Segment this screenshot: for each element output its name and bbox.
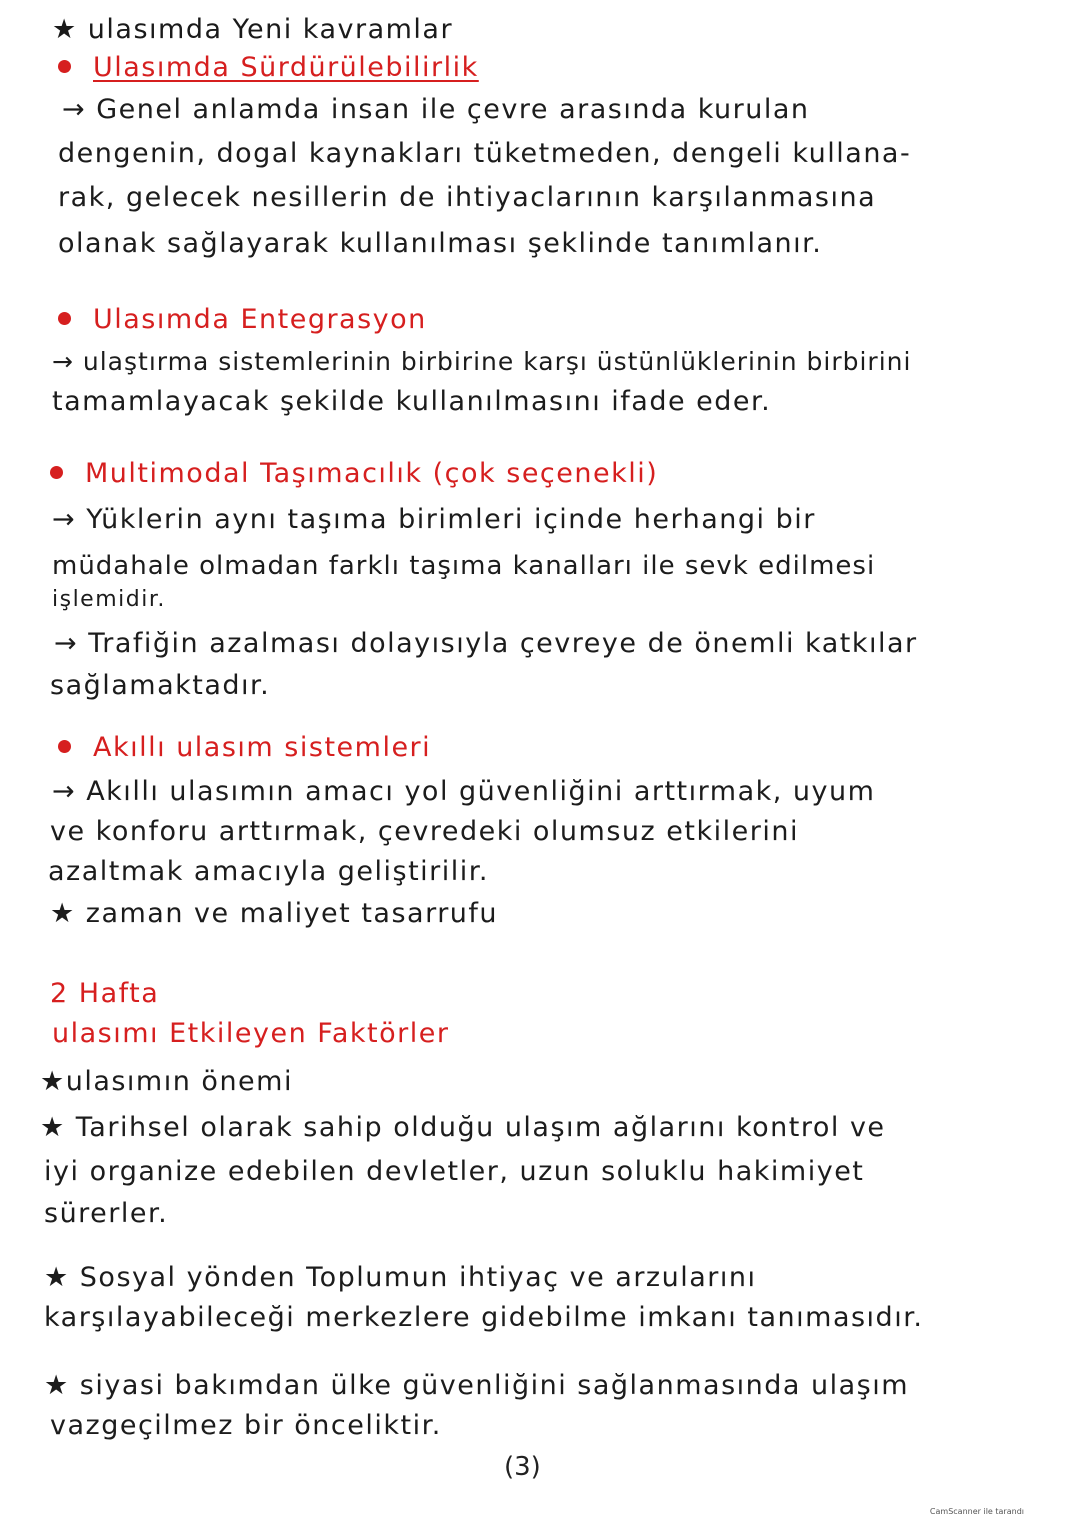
text-line: → Genel anlamda insan ile çevre arasında kurulan bbox=[62, 94, 810, 125]
heading-multimodal bbox=[50, 456, 658, 492]
text-line: olanak sağlayarak kullanılması şeklinde tanımlanır. bbox=[58, 228, 823, 259]
text-line: sağlamaktadır. bbox=[50, 670, 271, 701]
text-line: rak, gelecek nesillerin de ihtiyaclarının karşılanmasına bbox=[58, 182, 877, 213]
text-line: sürerler. bbox=[44, 1198, 169, 1229]
text-line: müdahale olmadan farklı taşıma kanalları ile sevk edilmesi bbox=[52, 551, 876, 581]
text-line: vazgeçilmez bir önceliktir. bbox=[50, 1410, 442, 1441]
heading-text: Multimodal Taşımacılık (çok seçenekli) bbox=[85, 458, 659, 489]
subheading-importance: ★ulasımın önemi bbox=[40, 1066, 293, 1097]
bullet-icon bbox=[50, 466, 63, 479]
text-line: ★ Sosyal yönden Toplumun ihtiyaç ve arzularını bbox=[44, 1262, 757, 1293]
bullet-icon bbox=[58, 60, 71, 73]
heading-text: Akıllı ulasım sistemleri bbox=[93, 732, 432, 763]
week-heading: 2 Hafta bbox=[50, 978, 160, 1009]
text-line: ★ Tarihsel olarak sahip olduğu ulaşım ağlarını kontrol ve bbox=[40, 1112, 886, 1143]
text-line: tamamlayacak şekilde kullanılmasını ifade eder. bbox=[52, 386, 772, 417]
text-line: ve konforu arttırmak, çevredeki olumsuz etkilerini bbox=[50, 816, 799, 847]
bullet-icon bbox=[58, 740, 71, 753]
text-line: iyi organize edebilen devletler, uzun soluklu hakimiyet bbox=[44, 1156, 865, 1187]
scanner-watermark: CamScanner ile tarandı bbox=[929, 1507, 1024, 1516]
heading-factors: ulasımı Etkileyen Faktörler bbox=[52, 1018, 450, 1049]
text-line: → Yüklerin aynı taşıma birimleri içinde herhangi bir bbox=[52, 504, 816, 535]
text-line: → Akıllı ulasımın amacı yol güvenliğini arttırmak, uyum bbox=[52, 776, 876, 807]
heading-text: Ulasımda Sürdürülebilirlik bbox=[93, 52, 479, 83]
heading-smart-transport bbox=[58, 730, 431, 766]
bullet-icon bbox=[58, 312, 71, 325]
text-line: karşılayabileceği merkezlere gidebilme imkanı tanımasıdır. bbox=[44, 1302, 924, 1333]
text-line: işlemidir. bbox=[52, 587, 166, 612]
text-line: dengenin, dogal kaynakları tüketmeden, dengeli kullana- bbox=[58, 138, 912, 169]
heading-text: Ulasımda Entegrasyon bbox=[93, 304, 427, 335]
text-line: → ulaştırma sistemlerinin birbirine karşı üstünlüklerinin birbirini bbox=[52, 347, 912, 376]
text-line: azaltmak amacıyla geliştirilir. bbox=[48, 856, 489, 887]
text-line: → Trafiğin azalması dolayısıyla çevreye de önemli katkılar bbox=[54, 628, 918, 659]
heading-sustainability bbox=[58, 50, 479, 86]
text-line: ★ siyasi bakımdan ülke güvenliğini sağlanmasında ulaşım bbox=[44, 1370, 910, 1401]
heading-integration bbox=[58, 302, 427, 338]
section-heading-new-concepts: ★ ulasımda Yeni kavramlar bbox=[52, 14, 454, 45]
page-number: (3) bbox=[504, 1452, 541, 1482]
text-line: ★ zaman ve maliyet tasarrufu bbox=[50, 898, 499, 929]
